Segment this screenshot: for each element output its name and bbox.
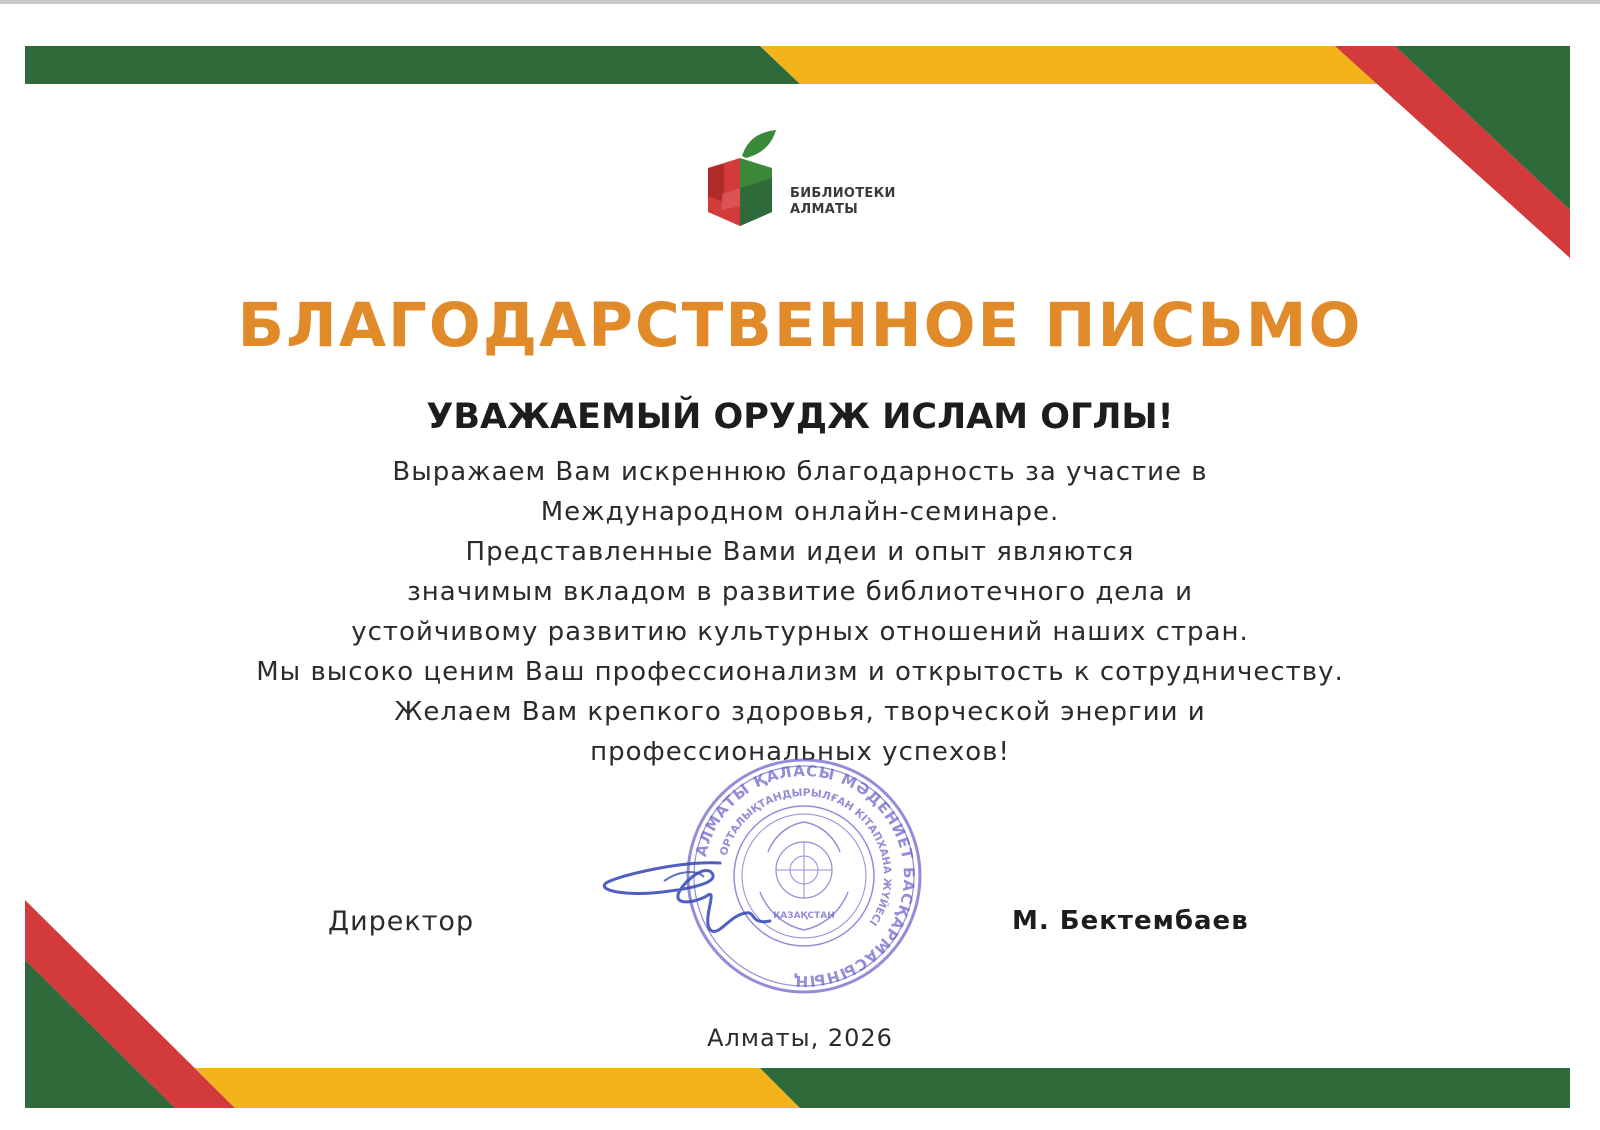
stamp-center-text: ҚАЗАҚСТАН (773, 911, 835, 921)
body-line: Выражаем Вам искреннюю благодарность за участие в (392, 457, 1208, 487)
place-and-year: Алматы, 2026 (707, 1024, 893, 1052)
body-line: Представленные Вами идеи и опыт являются (465, 537, 1135, 567)
library-apple-logo-icon (702, 128, 786, 238)
top-yellow-stripe (760, 46, 1400, 84)
library-logo (702, 128, 922, 238)
top-green-stripe (25, 46, 800, 84)
logo-line-1: БИБЛИОТЕКИ (790, 186, 896, 201)
letter-title: БЛАГОДАРСТВЕННОЕ ПИСЬМО (237, 290, 1363, 361)
body-line: значимым вкладом в развитие библиотечного дела и (406, 577, 1194, 607)
body-line: устойчивому развитию культурных отношений наших стран. (351, 617, 1249, 647)
stamp-inner-text: ОРТАЛЫҚТАНДЫРЫЛҒАН КІТАПХАНА ЖҮЙЕСІ (717, 786, 894, 928)
director-position-label: Директор (328, 906, 475, 937)
top-right-green-corner (1395, 46, 1570, 210)
logo-line-2: АЛМАТЫ (790, 202, 858, 217)
body-line: Желаем Вам крепкого здоровья, творческой энергии и (394, 697, 1206, 727)
handwritten-signature (600, 855, 800, 945)
addressee-greeting: УВАЖАЕМЫЙ ОРУДЖ ИСЛАМ ОГЛЫ! (426, 397, 1174, 437)
stamp-outer-text: АЛМАТЫ ҚАЛАСЫ МӘДЕНИЕТ БАСҚАРМАСЫНЫҢ (691, 761, 919, 991)
body-line: профессиональных успехов! (590, 737, 1010, 767)
letter-body (0, 452, 1600, 772)
body-line: Международном онлайн-семинаре. (540, 497, 1060, 527)
signer-name: М. Бектембаев (1012, 906, 1249, 936)
logo-text (790, 186, 896, 218)
bottom-yellow-stripe (195, 1068, 800, 1108)
bottom-green-stripe (760, 1068, 1570, 1108)
body-line: Мы высоко ценим Ваш профессионализм и открытость к сотрудничеству. (256, 657, 1344, 687)
